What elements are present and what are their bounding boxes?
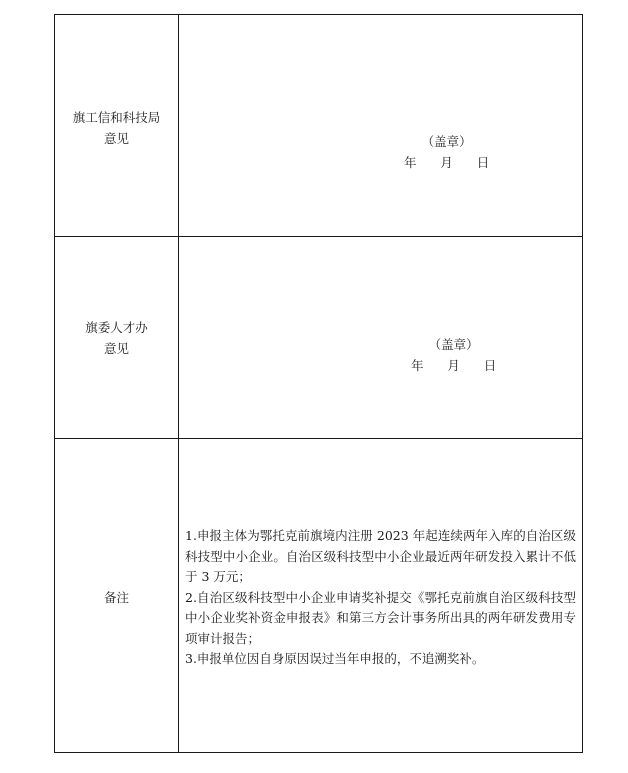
table-row-industry-bureau xyxy=(55,15,583,237)
row-label-line: 意见 xyxy=(103,131,129,146)
row-label-talent-office xyxy=(55,317,178,359)
opinion-cell-industry-bureau[interactable] xyxy=(179,15,583,237)
date-line xyxy=(411,355,496,376)
date-day: 日 xyxy=(483,358,497,373)
seal-block-talent-office xyxy=(411,334,496,376)
date-year: 年 xyxy=(404,155,417,170)
opinion-cell-talent-office[interactable] xyxy=(179,237,583,439)
row-label-line: 旗工信和科技局 xyxy=(72,110,161,125)
remarks-list xyxy=(185,526,576,670)
label-cell-talent-office xyxy=(55,237,179,439)
seal-block-industry-bureau xyxy=(404,131,489,173)
seal-text: （盖章） xyxy=(428,337,479,352)
label-cell-industry-bureau xyxy=(55,15,179,237)
date-month: 月 xyxy=(447,358,460,373)
row-label-industry-bureau xyxy=(55,107,178,149)
remarks-label xyxy=(55,587,178,608)
remarks-label-text: 备注 xyxy=(103,590,129,605)
remarks-content-cell xyxy=(179,439,583,753)
label-cell-remarks xyxy=(55,439,179,753)
date-year: 年 xyxy=(411,358,424,373)
remarks-item: 2.自治区级科技型中小企业申请奖补提交《鄂托克前旗自治区级科技型中小企业奖补资金申报表》和第三方会计事务所出具的两年研发费用专项审计报告； xyxy=(185,589,576,646)
seal-text: （盖章） xyxy=(421,134,472,149)
date-line xyxy=(404,152,489,173)
date-day: 日 xyxy=(476,155,490,170)
date-month: 月 xyxy=(440,155,453,170)
remarks-item: 3.申报单位因自身原因误过当年申报的，不追溯奖补。 xyxy=(185,651,485,666)
opinion-form-table xyxy=(54,14,583,753)
row-label-line: 意见 xyxy=(103,341,129,356)
row-label-line: 旗委人才办 xyxy=(85,320,148,335)
remarks-item: 1.申报主体为鄂托克前旗境内注册 2023 年起连续两年入库的自治区级科技型中小企业。自治区级科技型中小企业最近两年研发投入累计不低于 3 万元； xyxy=(185,528,576,584)
table-row-remarks xyxy=(55,439,583,753)
table-row-talent-office xyxy=(55,237,583,439)
